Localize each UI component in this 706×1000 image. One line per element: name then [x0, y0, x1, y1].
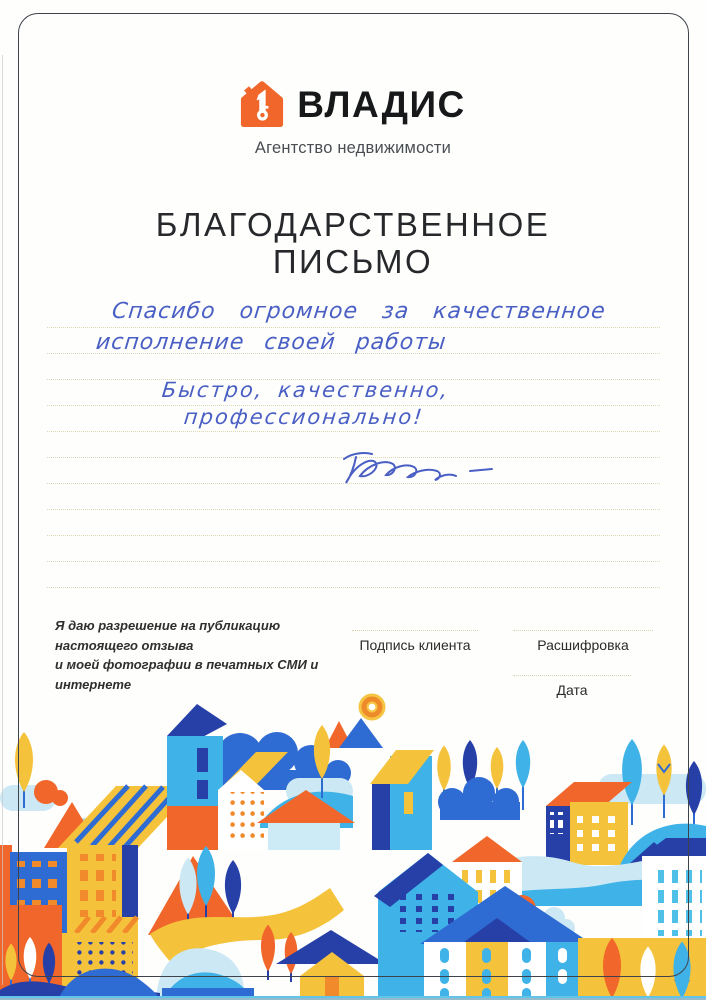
signature-field-label: Подпись клиента [359, 637, 471, 653]
handwritten-line-2: исполнение своей работы [94, 330, 448, 355]
house-key-icon [240, 80, 284, 130]
scan-edge-left [2, 55, 3, 985]
transcript-field-line [513, 630, 653, 631]
handwritten-line-3: Быстро, качественно, [160, 378, 451, 402]
handwritten-line-1: Спасибо огромное за качественное [110, 299, 608, 324]
ruled-line [47, 327, 660, 328]
consent-line-2: и моей фотографии в печатных СМИ и интернете [55, 657, 319, 692]
title-line-2: ПИСЬМО [272, 243, 434, 280]
ruled-line [47, 431, 660, 432]
ruled-line [47, 561, 660, 562]
consent-line-1: Я даю разрешение на публикацию настоящего отзыва [55, 618, 281, 653]
client-signature-flourish [338, 447, 518, 491]
brand-name: ВЛАДИС [297, 84, 466, 125]
certificate-title [0, 206, 706, 280]
transcript-field-label: Расшифровка [537, 637, 629, 653]
ruled-line [47, 509, 660, 510]
ruled-line [47, 535, 660, 536]
date-field-label: Дата [556, 682, 588, 698]
date-field-line [513, 675, 631, 676]
brand-logo [0, 80, 706, 130]
ruled-line [47, 587, 660, 588]
brand-tagline: Агентство недвижимости [254, 139, 452, 157]
handwritten-line-4: профессионально! [182, 405, 426, 429]
signature-field-line [352, 630, 478, 631]
consent-note [55, 616, 355, 694]
title-line-1: БЛАГОДАРСТВЕННОЕ [155, 206, 551, 243]
